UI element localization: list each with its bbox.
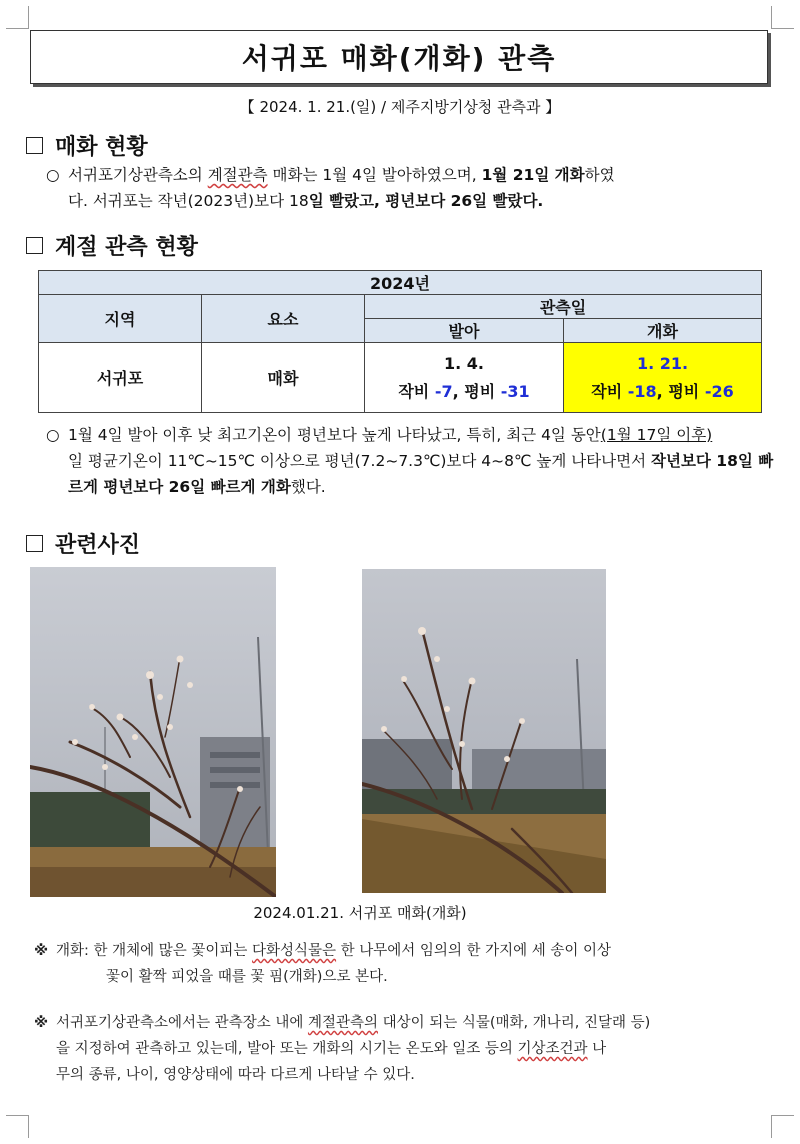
photo-image: [362, 569, 606, 893]
text: 작비: [398, 381, 435, 401]
text: 서귀포기상관측소의: [68, 166, 208, 184]
text: 했다.: [290, 478, 326, 496]
checkbox-icon: [26, 535, 43, 552]
table-header-obsday: 관측일: [365, 295, 762, 319]
value: -7: [434, 381, 453, 401]
observation-paragraph: [46, 422, 776, 500]
reference-mark: ※: [34, 943, 49, 959]
note-line: [34, 938, 778, 964]
text: 계절관측의: [307, 1015, 378, 1031]
page-corner-mark: [771, 1115, 794, 1138]
section-title: 매화 현황: [55, 135, 148, 160]
text: , 평비: [656, 381, 705, 401]
plum-blossom-photo-2: [362, 569, 606, 893]
bloom-date: 1. 21.: [636, 353, 689, 373]
document-title: [30, 30, 768, 84]
table-cell-region: 서귀포: [39, 343, 202, 413]
page-corner-mark: [6, 1115, 29, 1138]
table-cell-item: 매화: [202, 343, 365, 413]
paragraph-line: [46, 422, 776, 448]
text: 일 빨랐고, 평년보다 26일 빨랐다.: [308, 192, 544, 210]
text: 매화는 1월 4일 발아하였으며,: [267, 166, 482, 184]
note-line: [34, 1062, 778, 1088]
paragraph-line: [46, 474, 776, 500]
text: 계절관측: [207, 166, 268, 184]
table-row: [39, 271, 762, 295]
text: 1월 21일 개화: [481, 166, 585, 184]
text: 무의 종류, 나이, 영양상태에 따라 다르게 나타날 수 있다.: [56, 1067, 415, 1083]
text: 대상이 되는 식물(매화, 개나리, 진달래 등): [378, 1015, 651, 1031]
page-corner-mark: [771, 6, 794, 29]
bloom-comparison: [564, 378, 761, 406]
bullet-circle: ○: [46, 166, 60, 184]
section-title: 계절 관측 현황: [55, 235, 198, 260]
text: 일 평균기온이 11℃~15℃ 이상으로 평년(7.2~7.3℃)보다 4~8℃ 높게 나타나면서: [68, 452, 652, 470]
paragraph-line: [46, 448, 776, 474]
section-heading-observation: [26, 230, 198, 261]
note-line: [34, 1010, 778, 1036]
note-observation-info: [34, 1010, 778, 1088]
reference-mark: ※: [34, 1015, 49, 1031]
text: 을 지정하여 관측하고 있는데, 발아 또는 개화의 시기는 온도와 일조 등의: [56, 1041, 518, 1057]
plum-blossom-photo-1: [30, 567, 276, 897]
note-line: [34, 964, 778, 990]
photo-caption: 2024.01.21. 서귀포 매화(개화): [253, 904, 467, 922]
section-title: 관련사진: [55, 533, 141, 558]
text: 하였: [584, 166, 615, 184]
text: , 평비: [452, 381, 501, 401]
table-header-region: 지역: [39, 295, 202, 343]
text: 1월 4일 발아 이후 낮 최고기온이 평년보다 높게 나타났고, 특히, 최근 4일 동안: [68, 426, 601, 444]
photo-image: [30, 567, 276, 897]
text: (1월 17일 이후): [600, 426, 713, 444]
text: 다화성식물은: [252, 943, 337, 959]
text: 작비: [591, 381, 628, 401]
observation-table: [38, 270, 762, 413]
table-row: [39, 295, 762, 319]
text: 개화: 한 개체에 많은 꽃이피는: [56, 943, 253, 959]
bullet-circle: ○: [46, 426, 60, 444]
page-corner-mark: [6, 6, 29, 29]
note-line: [34, 1036, 778, 1062]
paragraph-line: [46, 188, 776, 214]
table-header-bud: 발아: [365, 319, 564, 343]
table-header-bloom: 개화: [564, 319, 762, 343]
text: 한 나무에서 임의의 한 가지에 세 송이 이상: [336, 943, 612, 959]
table-cell-bloom: [564, 343, 762, 413]
section-heading-photos: [26, 528, 140, 559]
text: 르게 평년보다 26일 빠르게 개화: [68, 478, 291, 496]
text: 꽃이 활짝 피었을 때를 꽃 핌(개화)으로 본다.: [106, 969, 388, 985]
paragraph-line: [46, 162, 776, 188]
value: -26: [704, 381, 734, 401]
document-subtitle: 【 2024. 1. 21.(일) / 제주지방기상청 관측과 】: [239, 98, 561, 116]
value: -31: [500, 381, 530, 401]
text: 작년보다 18일 빠: [651, 452, 774, 470]
section-heading-status: [26, 130, 148, 161]
checkbox-icon: [26, 137, 43, 154]
text: 다. 서귀포는 작년(2023년)보다 18: [68, 192, 309, 210]
table-header-item: 요소: [202, 295, 365, 343]
title-text: 서귀포 매화(개화) 관측: [241, 42, 557, 75]
text: 기상조건과: [517, 1041, 588, 1057]
bud-date: 1. 4.: [444, 353, 484, 373]
note-blooming-definition: [34, 938, 778, 990]
table-row: [39, 343, 762, 413]
status-paragraph: [46, 162, 776, 214]
text: 서귀포기상관측소에서는 관측장소 내에: [56, 1015, 308, 1031]
bud-comparison: [365, 378, 563, 406]
table-cell-bud: [365, 343, 564, 413]
checkbox-icon: [26, 237, 43, 254]
text: 나: [587, 1041, 607, 1057]
value: -18: [627, 381, 657, 401]
table-header-year: 2024년: [39, 271, 762, 295]
